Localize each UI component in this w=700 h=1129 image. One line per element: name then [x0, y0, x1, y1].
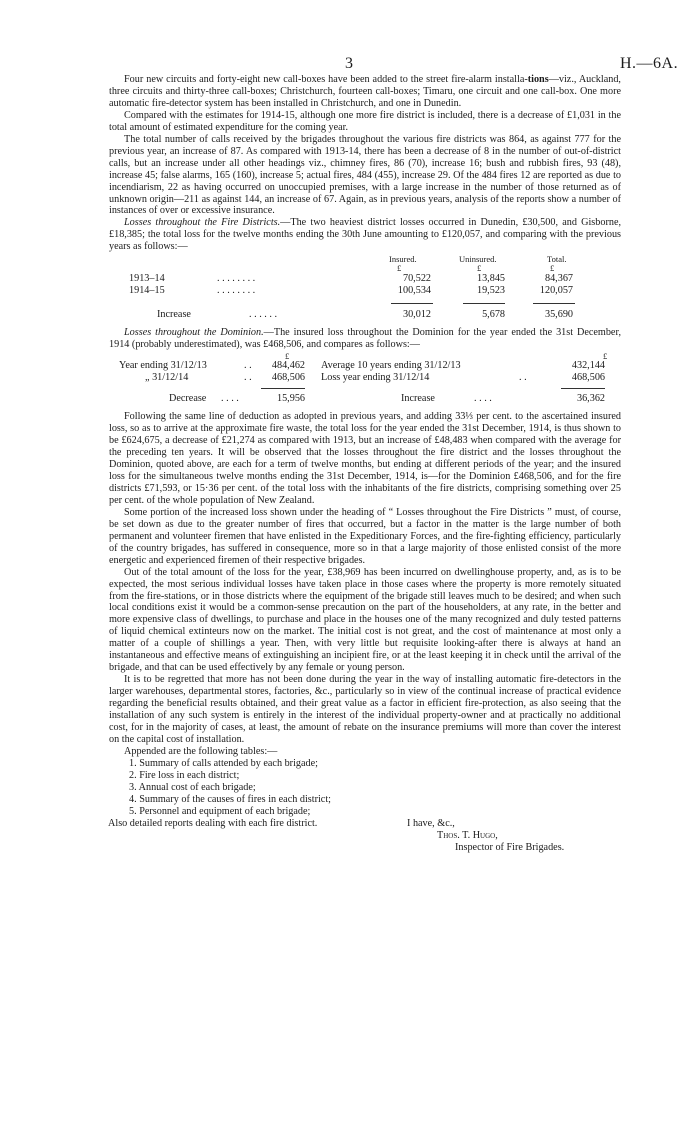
section-heading: Losses throughout the Dominion.: [124, 327, 264, 339]
section-heading: Losses throughout the Fire Districts.: [124, 217, 281, 229]
cell-value: 468,506: [271, 372, 305, 384]
cell-uninsured: 19,523: [476, 285, 505, 297]
paragraph-fire-waste: Following the same line of deduction as adopted in previous years, and adding 33⅓ per cent. to the ascertained insured loss, so as to arrive at the approximate fire waste, the total loss for the year ended the 31st December, 1914, is thus shown to be £624,675, a decrease of £21,274 as compared with 1913, but an increase of £48,483 when compared with the average for the preceding ten years. It will be observed that the losses throughout the fire district and the losses throughout the Dominion, quoted above, are each for a term of twelve months, but ending at different periods of the year; and the insured loss for the simultaneous twelve months ending the 31st December, 1914, is—for the Dominion £468,506, and for the fire districts £71,593, or 15·36 per cent. of the total loss with the inhabitants of the fire districts, comprising something over 25 per cent. of the whole population of New Zealand.: [109, 411, 621, 506]
cell-insured: 100,534: [397, 285, 431, 297]
column-header-insured: Insured.: [389, 254, 417, 265]
salutation: I have, &c.,: [407, 817, 455, 829]
cell-uninsured: 5,678: [482, 309, 505, 321]
sum-rule: [261, 388, 305, 389]
list-item: 2. Fire loss in each district;: [129, 769, 240, 781]
total-row-label: Decrease: [169, 393, 207, 405]
paragraph-text: —The two heaviest district losses occurred in Dunedin, £30,500, and Gisborne, £18,385; the total loss for the twelve months ending the 30th June amounting to £120,057, and comparing with the previous years as follows:—: [109, 217, 622, 253]
cell-value: 468,506: [571, 372, 605, 384]
sum-rule: [533, 303, 575, 304]
cell-value: 484,462: [271, 360, 305, 372]
cell-total: 35,690: [544, 309, 573, 321]
table-row-label: Average 10 years ending 31/12/13: [321, 360, 461, 372]
currency-symbol: £: [603, 351, 608, 362]
leader-dots: . . . . . . . .: [217, 273, 256, 285]
leader-dots: . .: [244, 372, 252, 384]
list-item: 4. Summary of the causes of fires in each district;: [129, 793, 331, 805]
currency-symbol: £: [397, 263, 402, 274]
sum-rule: [463, 303, 505, 304]
paragraph-appended-tables: Appended are the following tables:—: [124, 745, 278, 757]
paragraph-alarm-installations: [109, 74, 621, 110]
leader-dots: . . . . . . . .: [217, 285, 256, 297]
currency-symbol: £: [477, 263, 482, 274]
table-row-label: Year ending 31/12/13: [119, 360, 207, 372]
report-body: [109, 74, 621, 854]
district-loss-table: [109, 253, 621, 327]
cell-uninsured: 13,845: [476, 273, 505, 285]
cell-total: 84,367: [544, 273, 573, 285]
leader-dots: . . . .: [221, 393, 239, 405]
table-row-label: 1913–14: [129, 273, 165, 285]
dominion-loss-table: [109, 351, 621, 411]
paragraph-dominion-losses: [109, 327, 621, 351]
list-item: 3. Annual cost of each brigade;: [129, 781, 256, 793]
leader-dots: . .: [244, 360, 252, 372]
bold-text: tions: [527, 74, 549, 85]
signatory-name: Thos. T. Hugo,: [437, 829, 498, 841]
cell-insured: 30,012: [402, 309, 431, 321]
paragraph-text: Four new circuits and forty-eight new call-boxes have been added to the street fire-alarm installa-: [124, 74, 528, 85]
signatory-title: Inspector of Fire Brigades.: [455, 841, 565, 853]
table-row-label: „ 31/12/14: [145, 372, 189, 384]
closing-block: [109, 818, 621, 854]
paragraph-estimates: Compared with the estimates for 1914-15, although one more fire district is included, there is a decrease of £1,031 in the total amount of estimated expenditure for the coming year.: [109, 109, 621, 133]
paragraph-dwellings: Out of the total amount of the loss for the year, £38,969 has been incurred on dwellinghouse property, and, as is to be expected, the most serious individual losses have taken place in those cases where the property is more remotely situated from the fire-stations, or in those districts where the equipment of the brigade still leaves much to be desired; and when such local conditions exist it would be a common-sense precaution on the part of the householders, at any rate, in the better and more expensive class of dwellings, to purchase and place in the houses one of the many recognized and duly tested patterns of liquid chemical extinteurs now on the market. The initial cost is not great, and the cost of maintenance at most only a matter of a couple of shillings a year. Then, with very little but requisite looking-after there is always at hand an instantaneous and effective means of extinguishing an incipient fire, or at the least keeping it in check until the arrival of the brigade, and that can be used effectively by any female or young person.: [109, 566, 621, 674]
sum-rule: [391, 303, 433, 304]
list-item: 1. Summary of calls attended by each brigade;: [129, 757, 318, 769]
leader-dots: . . . . . .: [249, 309, 278, 321]
currency-symbol: £: [550, 263, 555, 274]
paragraph-district-losses: [109, 217, 621, 253]
currency-symbol: £: [285, 351, 290, 362]
paragraph-fire-detectors: It is to be regretted that more has not been done during the year in the way of installing automatic fire-detectors in the larger warehouses, departmental stores, factories, &c., particularly so in view of the continual increase of practical evidence regarding the beneficial results obtained, and their great value as a factor in efficient fire-protection, as also seeing that the installation of any such system is entirely in the interest of the individual property-owner and at practically no additional cost, for in the majority of cases, at least, the amount of rebate on the insurance premiums will more than cover the interest on the capital cost of installation.: [109, 674, 621, 745]
appendix-list: [109, 758, 621, 818]
column-header-total: Total.: [547, 254, 567, 265]
column-header-uninsured: Uninsured.: [459, 254, 497, 265]
paragraph-calls: The total number of calls received by the brigades throughout the various fire districts was 864, as against 777 for the previous year, an increase of 87. As compared with 1913-14, there has been a decrease of 8 in the number of out-of-district calls, but an increase under all other headings viz., chimney fires, 86 (70), increase 16; bush and rubbish fires, 93 (48), increase 45; false alarms, 165 (160), increase 5; actual fires, 484 (455), increase 29. Of the 484 fires 12 are reported as due to incendiarism, 22 as having occurred on unoccupied premises, with a large increase in the number of those returned as of unknown origin—211 as against 144, an increase of 67. Again, as in previous years, analysis of the reports show a number of instances of over or excessive insurance.: [109, 133, 621, 217]
closing-note: Also detailed reports dealing with each fire district.: [108, 817, 318, 829]
table-row-label: 1914–15: [129, 285, 165, 297]
paragraph-text: —The insured loss throughout the Dominion for the year ended the 31st December, 1914 (probably underestimated), was £468,506, and compares as follows:—: [109, 327, 621, 351]
document-reference: H.—6A.: [620, 55, 679, 72]
leader-dots: . .: [519, 372, 527, 384]
paragraph-enlistment: Some portion of the increased loss shown under the heading of “ Losses throughout the Fire Districts ” must, of course, be set down as due to the greater number of fires that occurred, but a factor in the matter is the large number of both permanent and volunteer firemen that have enlisted in the Expeditionary Forces, and the fire-fighting efficiency, particularly of the country brigades, has suffered in consequence, more so in that a large majority of those enlisted consist of the more energetic and experienced firemen of their respective brigades.: [109, 506, 621, 566]
leader-dots: . . . .: [474, 393, 492, 405]
cell-insured: 70,522: [402, 273, 431, 285]
total-row-label: Increase: [401, 393, 435, 405]
list-item: 5. Personnel and equipment of each brigade;: [129, 805, 311, 817]
cell-value: 36,362: [576, 393, 605, 405]
cell-value: 15,956: [276, 393, 305, 405]
sum-rule: [561, 388, 605, 389]
total-row-label: Increase: [157, 309, 191, 321]
paragraph-text: —viz., Auckland, three circuits and thirty-three call-boxes; Christchurch, fourteen call-boxes; Timaru, one circuit and one call-box. One more automatic fire-detector system has been installed in Christchurch, and one in Dunedin.: [109, 74, 621, 109]
cell-value: 432,144: [571, 360, 605, 372]
cell-total: 120,057: [539, 285, 573, 297]
table-row-label: Loss year ending 31/12/14: [321, 372, 430, 384]
page-number: 3: [345, 55, 353, 72]
